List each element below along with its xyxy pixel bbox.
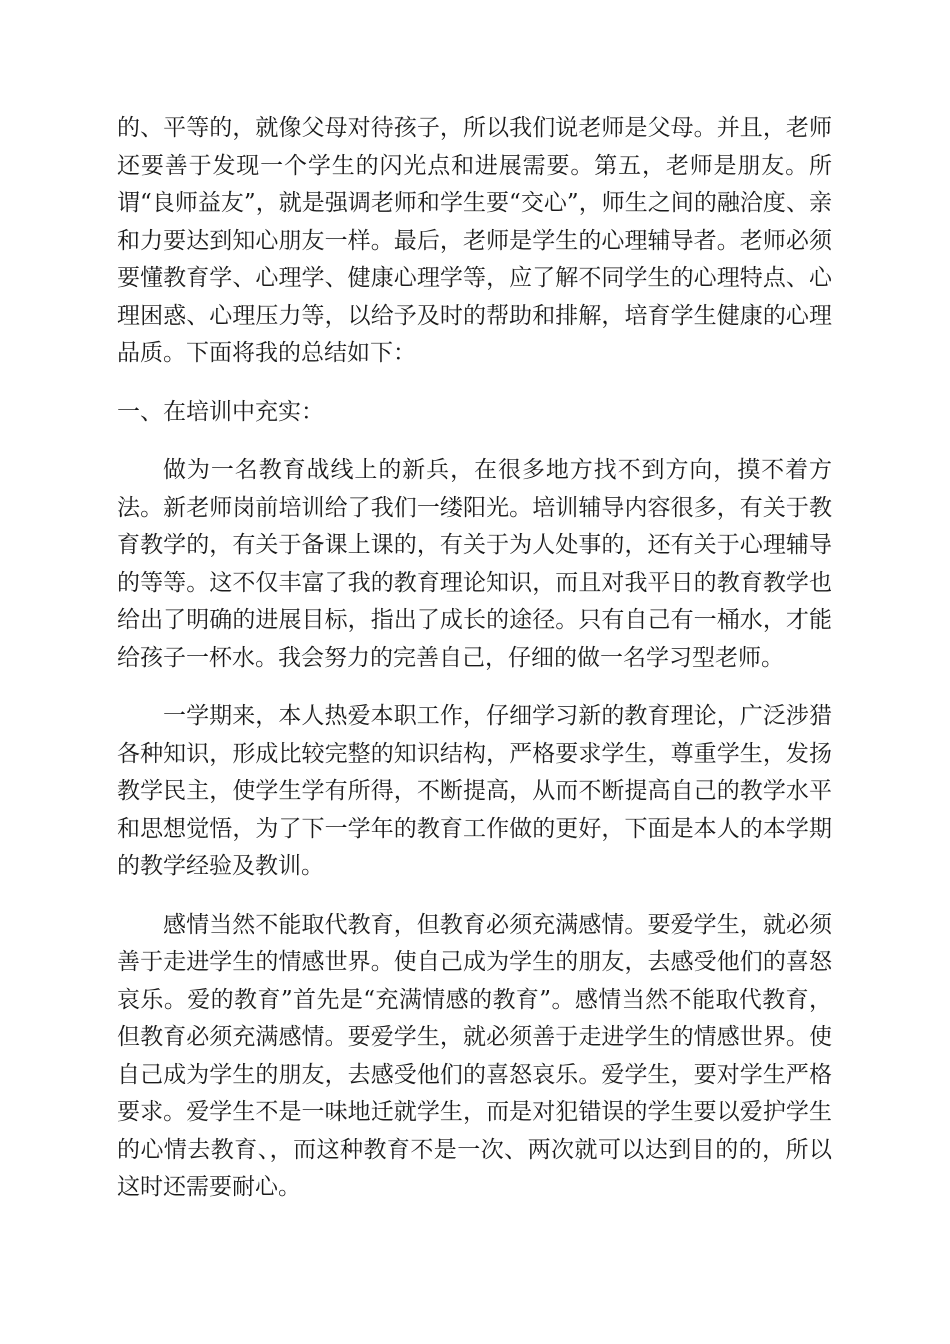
paragraph-training: 做为一名教育战线上的新兵，在很多地方找不到方向，摸不着方法。新老师岗前培训给了我们一缕阳光。培训辅导内容很多，有关于教育教学的，有关于备课上课的，有关于为人处事的，还有关于心理辅导的等等。这不仅丰富了我的教育理论知识，而且对我平日的教育教学也给出了明确的进展目标，指出了成长的途径。只有自己有一桶水，才能给孩子一杯水。我会努力的完善自己，仔细的做一名学习型老师。	[117, 457, 832, 671]
paragraph-emotion: 感情当然不能取代教育，但教育必须充满感情。要爱学生，就必须善于走进学生的情感世界。使自己成为学生的朋友，去感受他们的喜怒哀乐。爱的教育”首先是“充满情感的教育”。感情当然不能取代教育，但教育必须充满感情。要爱学生，就必须善于走进学生的情感世界。使自己成为学生的朋友，去感受他们的喜怒哀乐。爱学生，要对学生严格要求。爱学生不是一味地迁就学生，而是对犯错误的学生要以爱护学生的心情去教育、，而这种教育不是一次、两次就可以达到目的的，所以这时还需要耐心。	[117, 911, 832, 1200]
document-body	[117, 110, 832, 1228]
section-heading: 一、在培训中充实：	[117, 398, 324, 425]
paragraph-continuation: 的、平等的，就像父母对待孩子，所以我们说老师是父母。并且，老师还要善于发现一个学生的闪光点和进展需要。第五，老师是朋友。所谓“良师益友”，就是强调老师和学生要“交心”，师生之间的融洽度、亲和力要达到知心朋友一样。最后，老师是学生的心理辅导者。老师必须要懂教育学、心理学、健康心理学等，应了解不同学生的心理特点、心理困惑、心理压力等，以给予及时的帮助和排解，培育学生健康的心理品质。下面将我的总结如下：	[117, 115, 832, 366]
paragraph-semester: 一学期来，本人热爱本职工作，仔细学习新的教育理论，广泛涉猎各种知识，形成比较完整的知识结构，严格要求学生，尊重学生，发扬教学民主，使学生学有所得，不断提高，从而不断提高自己的教学水平和思想觉悟，为了下一学年的教育工作做的更好，下面是本人的本学期的教学经验及教训。	[117, 703, 832, 879]
